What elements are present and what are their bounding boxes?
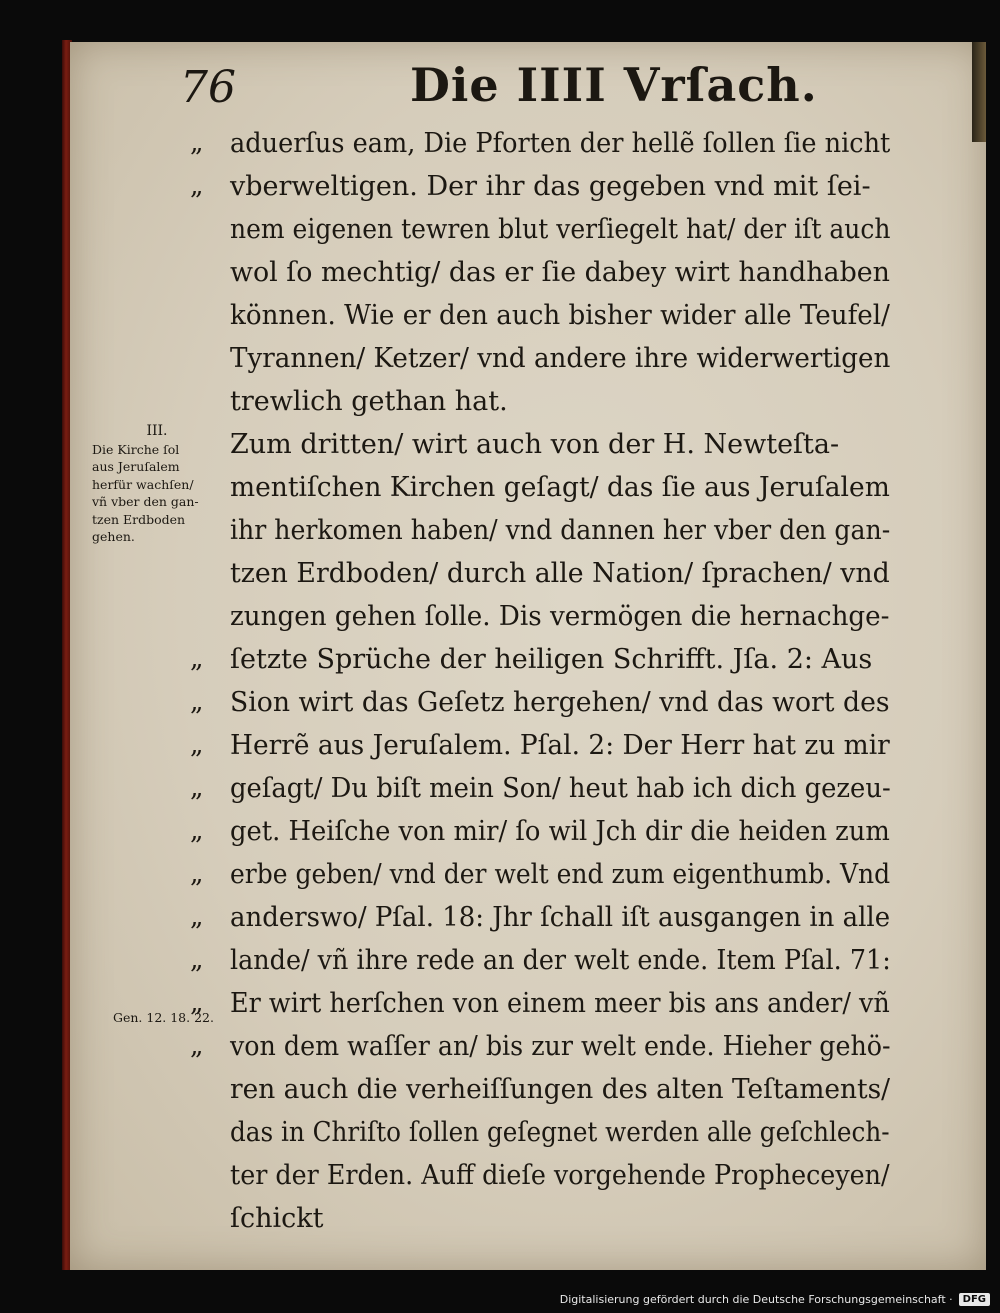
text-line <box>180 896 900 939</box>
margin-note-line: tzen Erdboden <box>92 511 186 527</box>
line-text: tzen Erdboden/ durch alle Nation/ ſprachen/ vnd <box>230 558 890 589</box>
text-line <box>180 939 900 982</box>
line-text: Herrẽ aus Jeruſalem. Pſal. 2: Der Herr hat zu mir <box>230 730 890 761</box>
quotation-mark: „ <box>190 644 204 674</box>
line-text: von dem waſſer an/ bis zur welt ende. Hieher gehö- <box>230 1031 891 1062</box>
line-text: können. Wie er den auch bisher wider alle Teufel/ <box>230 300 890 331</box>
line-text: geſagt/ Du biſt mein Son/ heut hab ich dich gezeu- <box>230 773 891 804</box>
quotation-mark: „ <box>190 171 204 201</box>
margin-note-line: herfür wachſen/ <box>92 476 194 492</box>
text-line <box>180 1068 900 1111</box>
quotation-mark: „ <box>190 1031 204 1061</box>
quotation-mark: „ <box>190 687 204 717</box>
quotation-mark: „ <box>190 816 204 846</box>
line-text: vberweltigen. Der ihr das gegeben vnd mit ſei- <box>230 171 871 202</box>
quotation-mark: „ <box>190 128 204 158</box>
text-line <box>180 208 900 251</box>
text-line <box>180 552 900 595</box>
quotation-mark: „ <box>190 730 204 760</box>
text-line <box>180 638 900 681</box>
quotation-mark: „ <box>190 902 204 932</box>
text-line <box>180 337 900 380</box>
text-line <box>180 466 900 509</box>
line-text: ter der Erden. Auff dieſe vorgehende Propheceyen/ <box>230 1160 890 1191</box>
margin-note-line: vñ vber den gan- <box>92 494 199 509</box>
line-text: ren auch die verheiſſungen des alten Teſtaments/ <box>230 1074 891 1105</box>
line-text: anderswo/ Pſal. 18: Jhr ſchall iſt ausgangen in alle <box>230 902 891 933</box>
line-text: trewlich gethan hat. <box>230 386 508 417</box>
text-line <box>180 1111 900 1154</box>
text-line <box>180 853 900 896</box>
margin-note-line: gehen. <box>92 529 135 544</box>
text-line <box>180 165 900 208</box>
line-text: Sion wirt das Geſetz hergehen/ vnd das wort des <box>230 687 890 718</box>
body-text <box>180 122 900 1240</box>
text-line <box>180 724 900 767</box>
text-line <box>180 423 900 466</box>
line-text: Tyrannen/ Ketzer/ vnd andere ihre widerwertigen <box>230 343 891 374</box>
text-line <box>180 767 900 810</box>
margin-reference: Gen. 12. 18. 22. <box>113 1010 214 1025</box>
text-line <box>180 294 900 337</box>
text-line <box>180 1197 900 1240</box>
line-text: ihr herkomen haben/ vnd dannen her vber den gan- <box>230 515 891 546</box>
line-text: Er wirt herſchen von einem meer bis ans ander/ vñ <box>230 988 890 1019</box>
line-text: wol ſo mechtig/ das er ſie dabey wirt handhaben <box>230 257 890 288</box>
line-text: lande/ vñ ihre rede an der welt ende. Item Pſal. 71: <box>230 945 891 976</box>
quotation-mark: „ <box>190 859 204 889</box>
text-line <box>180 122 900 165</box>
line-text: zungen gehen ſolle. Dis vermögen die hernachge- <box>230 601 890 632</box>
margin-note-line: III. <box>146 423 168 439</box>
line-text: mentiſchen Kirchen geſagt/ das ſie aus Jeruſalem <box>230 472 890 503</box>
dfg-logo-icon: DFG <box>959 1293 990 1306</box>
text-line <box>180 810 900 853</box>
page-edge-shadow <box>972 42 986 142</box>
quotation-mark: „ <box>190 945 204 975</box>
text-line <box>180 251 900 294</box>
quotation-mark: „ <box>190 988 204 1018</box>
line-text: das in Chriſto ſollen geſegnet werden alle geſchlech- <box>230 1117 890 1148</box>
text-line <box>180 509 900 552</box>
margin-note <box>92 423 222 546</box>
text-line <box>180 380 900 423</box>
page-number: 76 <box>180 62 236 113</box>
line-text: ſetzte Sprüche der heiligen Schrifft. Jſa. 2: Aus <box>230 644 873 675</box>
margin-note-line: Die Kirche ſol <box>92 441 180 457</box>
quotation-mark: „ <box>190 773 204 803</box>
line-text: nem eigenen tewren blut verſiegelt hat/ der iſt auch <box>230 214 891 245</box>
running-header-title: Die IIII Vrſach. <box>410 58 818 112</box>
footer-credit-text: Digitalisierung gefördert durch die Deutsche Forschungsgemeinschaft · <box>559 1292 953 1306</box>
text-line <box>180 681 900 724</box>
digitization-footer <box>560 1289 990 1309</box>
line-text: get. Heiſche von mir/ ſo wil Jch dir die heiden zum <box>230 816 890 847</box>
text-line <box>180 982 900 1025</box>
line-text: erbe geben/ vnd der welt end zum eigenthumb. Vnd <box>230 859 891 890</box>
line-text: Zum dritten/ wirt auch von der H. Newteſta- <box>230 429 840 460</box>
text-line <box>180 1025 900 1068</box>
text-line <box>180 1154 900 1197</box>
text-line <box>180 595 900 638</box>
margin-note-line: aus Jeruſalem <box>92 459 180 474</box>
line-text: aduerſus eam, Die Pforten der hellẽ ſollen ſie nicht <box>230 128 891 159</box>
line-text: ſchickt <box>230 1203 324 1234</box>
